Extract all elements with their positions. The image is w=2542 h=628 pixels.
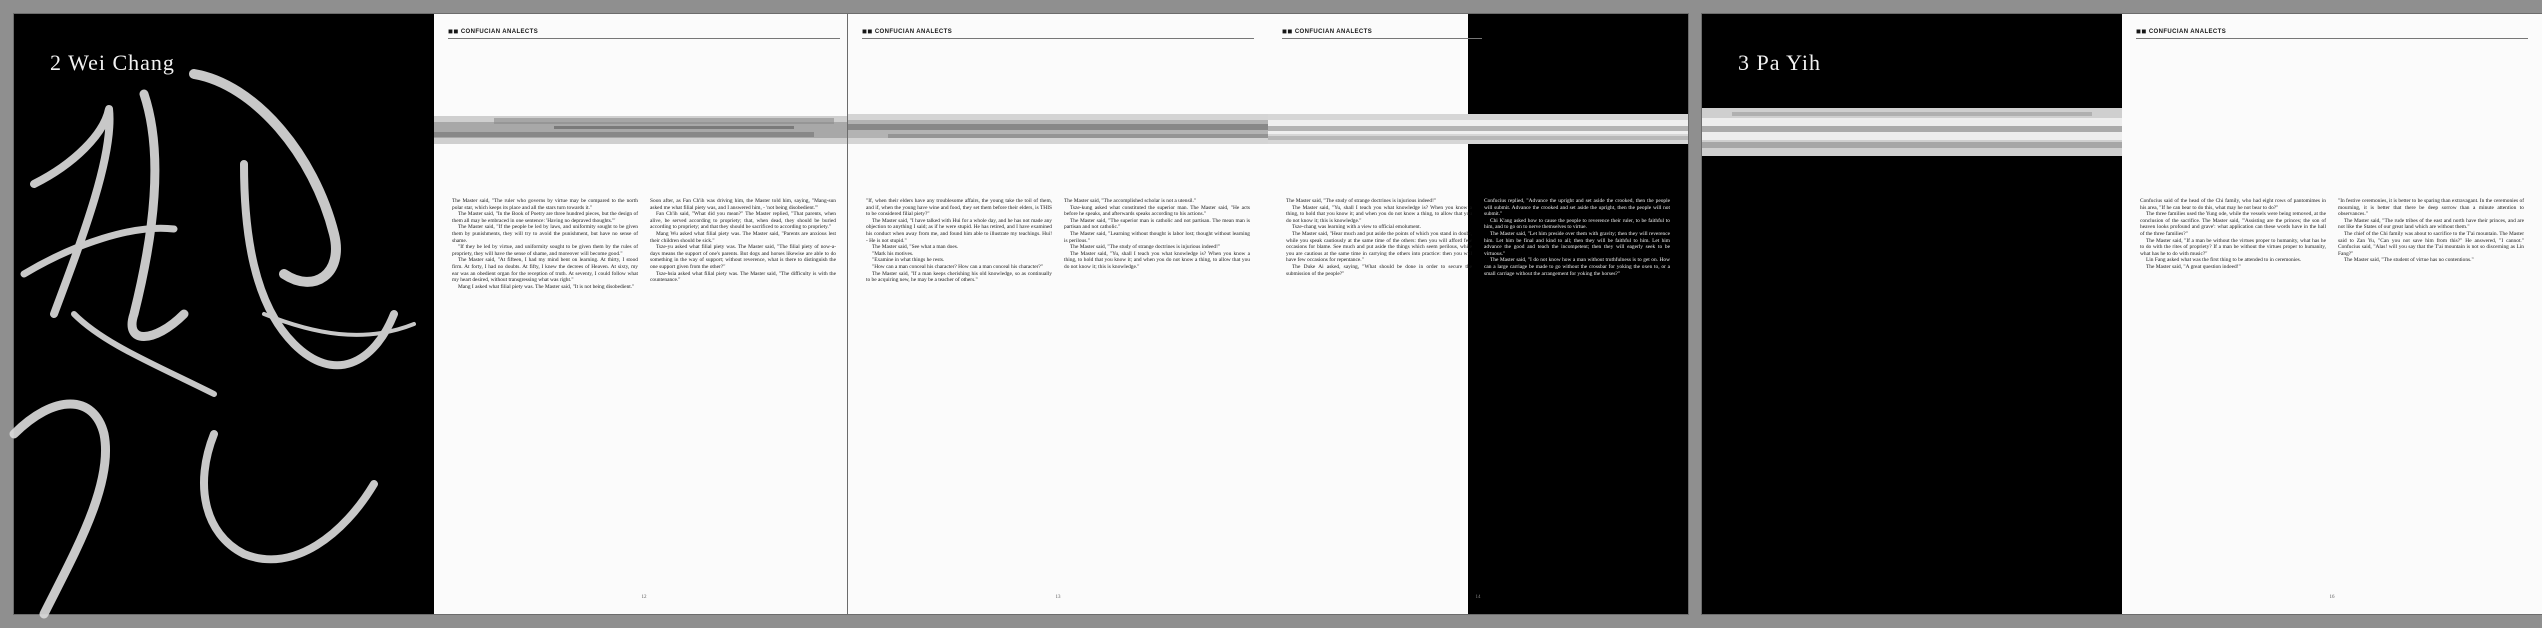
brush-stroke-band: [848, 102, 1268, 158]
brush-stroke-band: [1268, 102, 1688, 158]
text-column-left: "If, when their elders have any troublesome affairs, the young take the toil of them, and if, when the young have wine and food, they set them before their elders, is THIS to be considered filial piety?" The Master said, "I have talked with Hui for a whole day, and he has not made any objection to anything I said; as if he were stupid. He has retired, and I have examined his conduct when away from me, and found him able to illustrate my teachings. Hui! - He is not stupid." The Master said, "See what a man does. "Mark his motives. "Examine in what things he rests. "How can a man conceal his character? How can a man conceal his character?" The Master said, "If a man keeps cherishing his old knowledge, so as continually to be acquiring new, he may be a teacher of others.": [866, 198, 1052, 284]
page-chapter-3-opener: [1702, 14, 2122, 614]
bookmark-icon: ◼◼: [862, 29, 875, 35]
chapter-title: 3 Pa Yih: [1738, 50, 1821, 75]
spread-3: [1702, 14, 2542, 614]
page-number: 16: [2329, 595, 2335, 600]
text-column-left: The Master said, "The study of strange doctrines is injurious indeed!" The Master said, "Yu, shall I teach you what knowledge is? When you know a thing, to hold that you know it; and when you do not know a thing, to allow that you do not know it; this is knowledge." Tsze-chang was learning with a view to official emolument. The Master said, "Hear much and put aside the points of which you stand in doubt, while you speak cautiously at the same time of the others: then you will afford few occasions for blame. See much and put aside the things which seem perilous, while you are cautious at the same time in carrying the others into practice: then you will have few occasions for repentance." The Duke Ai asked, saying, "What should be done in order to secure the submission of the people?": [1286, 198, 1472, 277]
text-column-right: The Master said, "The accomplished scholar is not a utensil." Tsze-kung asked what constituted the superior man. The Master said, "He acts before he speaks, and afterwards speaks according to his actions." The Master said, "The superior man is catholic and not partisan. The mean man is partisan and not catholic." The Master said, "Learning without thought is labor lost; thought without learning is perilous." The Master said, "The study of strange doctrines is injurious indeed!" The Master said, "Yu, shall I teach you what knowledge is? When you know a thing, to hold that you know it; and when you do not know a thing, to allow that you do not know it; this is knowledge.": [1064, 198, 1250, 270]
running-head: ◼◼ CONFUCIAN ANALECTS: [862, 28, 1254, 39]
text-columns: [452, 198, 836, 578]
bookmark-icon: ◼◼: [2136, 29, 2149, 35]
text-column-right: "In festive ceremonies, it is better to be sparing than extravagant. In the ceremonies of mourning, it is better that there be deep sorrow than a minute attention to observances." The Master said, "The rude tribes of the east and north have their princes, and are not like the States of our great land which are without them." The chief of the Chi family was about to sacrifice to the T'ai mountain. The Master said to Zan Yu, "Can you not save him from this?" He answered, "I cannot." Confucius said, "Alas! will you say that the T'ai mountain is not so discerning as Lin Fang?" The Master said, "The student of virtue has no contentions.": [2338, 198, 2524, 264]
page-chapter-2-opener: [14, 14, 434, 614]
spread-2: [848, 14, 1688, 614]
bookmark-icon: ◼◼: [1282, 29, 1295, 35]
running-head: ◼◼ CONFUCIAN ANALECTS: [2136, 28, 2528, 39]
text-columns: [2140, 198, 2524, 578]
spread-1: [14, 14, 854, 614]
text-column-right: Confucius replied, "Advance the upright and set aside the crooked, then the people will submit. Advance the crooked and set aside the upright, then the people will not submit." Chi K'ang asked how to cause the people to reverence their ruler, to be faithful to him, and to go on to nerve themselves to virtue. The Master said, "Let him preside over them with gravity; then they will reverence him. Let him be final and kind to all; then they will be faithful to him. Let him advance the good and teach the incompetent; then they will eagerly seek to be virtuous." The Master said, "I do not know how a man without truthfulness is to get on. How can a large carriage be made to go without the crossbar for yoking the oxen to, or a small carriage without the arrangement for yoking the horses?": [1484, 198, 1670, 277]
running-head: ◼◼ CONFUCIAN ANALECTS: [1282, 28, 1482, 39]
calligraphy-artwork: [14, 14, 434, 614]
page-16: [2122, 14, 2542, 614]
text-columns: [866, 198, 1250, 578]
text-columns: [1286, 198, 1670, 578]
text-column-left: Confucius said of the head of the Chi family, who had eight rows of pantomimes in his area, "If he can bear to do this, what may he not bear to do?" The three families used the Yung ode, while the vessels were being removed, at the conclusion of the sacrifice. The Master said, "'Assisting are the princes; the son of heaven looks profound and grave': what application can these words have in the hall of the three families?" The Master said, "If a man be without the virtues proper to humanity, what has he to do with the rites of propriety? If a man be without the virtues proper to humanity, what has he to do with music?" Lin Fang asked what was the first thing to be attended to in ceremonies. The Master said, "A great question indeed!": [2140, 198, 2326, 270]
page-number: 12: [641, 595, 647, 600]
text-column-left: The Master said, "The ruler who governs by virtue may be compared to the north polar star, which keeps its place and all the stars turn towards it." The Master said, "In the Book of Poetry are three hundred pieces, but the design of them all may be embraced in one sentence: 'Having no depraved thoughts.'" The Master said, "If the people be led by laws, and uniformity sought to be given them by punishments, they will try to avoid the punishment, but have no sense of shame. "If they be led by virtue, and uniformity sought to be given them by the rules of propriety, they will have the sense of shame, and moreover will become good." The Master said, "At fifteen, I had my mind bent on learning. At thirty, I stood firm. At forty, I had no doubts. At fifty, I knew the decrees of Heaven. At sixty, my ear was an obedient organ for the reception of truth. At seventy, I could follow what my heart desired, without transgressing what was right." Mang I asked what filial piety was. The Master said, "It is not being disobedient.": [452, 198, 638, 290]
brush-stroke-band: [1702, 98, 2122, 168]
chapter-title: 2 Wei Chang: [50, 50, 175, 75]
text-column-right: Soon after, as Fan Ch'ih was driving him, the Master told him, saying, "Mang-sun asked me what filial piety was, and I answered him, - 'not being disobedient.'" Fan Ch'ih said, "What did you mean?" The Master replied, "That parents, when alive, be served according to propriety; that, when dead, they should be buried according to propriety; and that they should be sacrificed to according to propriety." Mang Wu asked what filial piety was. The Master said, "Parents are anxious lest their children should be sick." Tsze-yu asked what filial piety was. The Master said, "The filial piety of now-a-days means the support of one's parents. But dogs and horses likewise are able to do something in the way of support; without reverence, what is there to distinguish the one support given from the other?" Tsze-hsia asked what filial piety was. The Master said, "The difficulty is with the countenance.": [650, 198, 836, 284]
running-head: ◼◼ CONFUCIAN ANALECTS: [448, 28, 840, 39]
page-number: 14: [1475, 595, 1481, 600]
bookmark-icon: ◼◼: [448, 29, 461, 35]
page-14: [1268, 14, 1688, 614]
page-13: [848, 14, 1268, 614]
page-12: [434, 14, 854, 614]
brush-stroke-band: [434, 102, 854, 158]
page-number: 13: [1055, 595, 1061, 600]
